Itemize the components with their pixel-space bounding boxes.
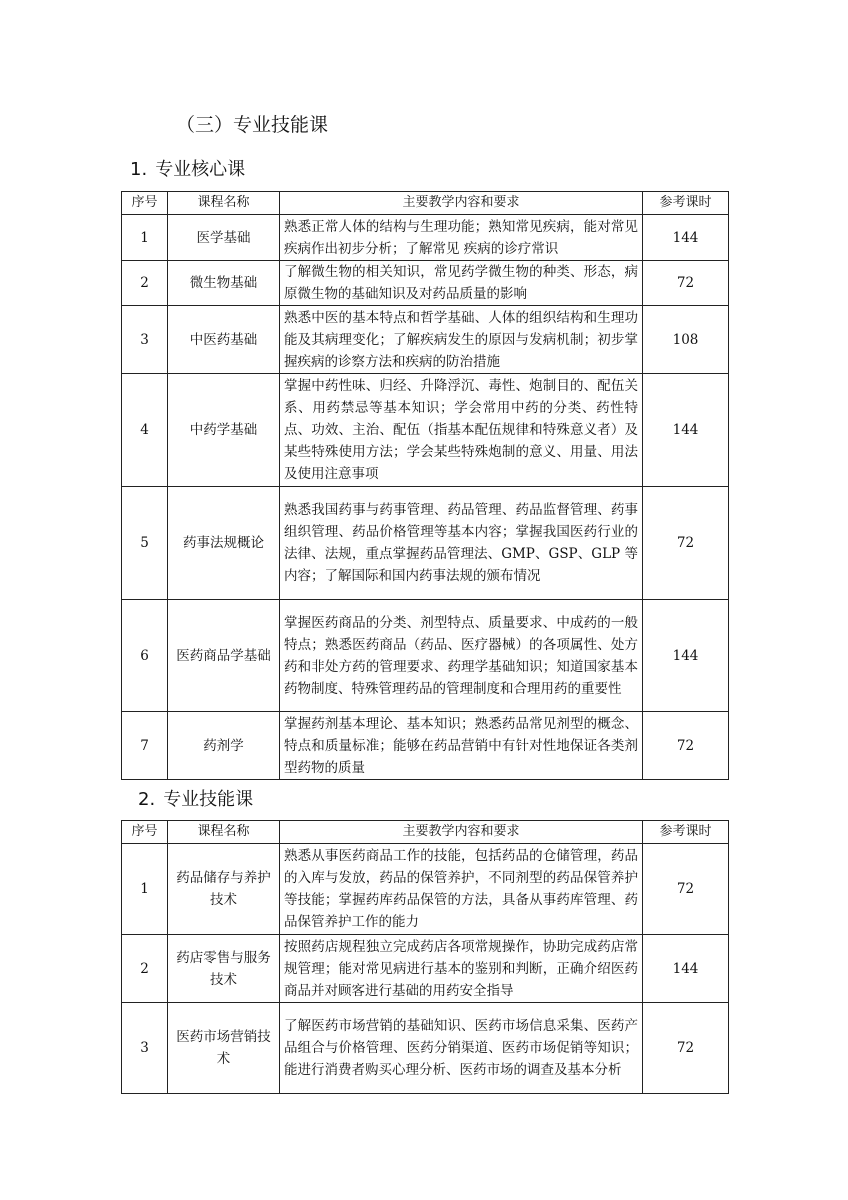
header-content: 主要教学内容和要求 <box>280 821 643 844</box>
course-content: 了解微生物的相关知识，常见药学微生物的种类、形态，病原微生物的基础知识及对药品质量的影响 <box>280 261 643 306</box>
course-no: 1 <box>122 215 168 261</box>
course-no: 7 <box>122 712 168 780</box>
course-hours: 72 <box>643 712 729 780</box>
course-name: 药剂学 <box>168 712 280 780</box>
course-name: 药事法规概论 <box>168 487 280 600</box>
skill-courses-number: 2. <box>138 789 156 810</box>
course-content: 按照药店规程独立完成药店各项常规操作，协助完成药店常规管理；能对常见病进行基本的鉴别和判断，正确介绍医药商品并对顾客进行基础的用药安全指导 <box>280 935 643 1003</box>
course-content: 熟悉从事医药商品工作的技能，包括药品的仓储管理，药品的入库与发放，药品的保管养护，不同剂型的药品保管养护等技能；掌握药库药品保管的方法，具备从事药库管理、药品保管养护工作的能力 <box>280 844 643 935</box>
header-hours: 参考课时 <box>643 821 729 844</box>
header-content: 主要教学内容和要求 <box>280 192 643 215</box>
course-name: 医学基础 <box>168 215 280 261</box>
table-header-row <box>122 192 729 215</box>
header-no: 序号 <box>122 192 168 215</box>
course-content: 了解医药市场营销的基础知识、医药市场信息采集、医药产品组合与价格管理、医药分销渠道、医药市场促销等知识；能进行消费者购买心理分析、医药市场的调查及基本分析 <box>280 1003 643 1094</box>
course-no: 3 <box>122 1003 168 1094</box>
course-name: 中药学基础 <box>168 374 280 487</box>
core-courses-heading <box>130 158 245 182</box>
course-name: 药店零售与服务技术 <box>168 935 280 1003</box>
course-no: 2 <box>122 935 168 1003</box>
course-content: 熟悉我国药事与药事管理、药品管理、药品监督管理、药事组织管理、药品价格管理等基本内容；掌握我国医药行业的法律、法规，重点掌握药品管理法、GMP、GSP、GLP 等内容；了解国际和国内药事法规的颁布情况 <box>280 487 643 600</box>
course-hours: 108 <box>643 306 729 374</box>
course-no: 5 <box>122 487 168 600</box>
table-row <box>122 306 729 374</box>
table-header-row <box>122 821 729 844</box>
course-name: 医药商品学基础 <box>168 600 280 712</box>
table-row <box>122 487 729 600</box>
course-content: 熟悉中医的基本特点和哲学基础、人体的组织结构和生理功能及其病理变化；了解疾病发生的原因与发病机制；初步掌握疾病的诊察方法和疾病的防治措施 <box>280 306 643 374</box>
skill-courses-table <box>121 820 729 1094</box>
section-title: （三）专业技能课 <box>176 114 329 136</box>
core-courses-number: 1. <box>130 159 148 180</box>
table-row <box>122 1003 729 1094</box>
course-hours: 72 <box>643 261 729 306</box>
table-row <box>122 374 729 487</box>
course-hours: 72 <box>643 844 729 935</box>
header-no: 序号 <box>122 821 168 844</box>
table-row <box>122 935 729 1003</box>
core-courses-table <box>121 191 729 780</box>
course-no: 4 <box>122 374 168 487</box>
course-hours: 72 <box>643 1003 729 1094</box>
course-no: 2 <box>122 261 168 306</box>
course-hours: 144 <box>643 374 729 487</box>
header-name: 课程名称 <box>168 821 280 844</box>
course-content: 掌握药剂基本理论、基本知识；熟悉药品常见剂型的概念、特点和质量标准；能够在药品营销中有针对性地保证各类剂型药物的质量 <box>280 712 643 780</box>
course-hours: 144 <box>643 600 729 712</box>
course-name: 微生物基础 <box>168 261 280 306</box>
course-name: 药品储存与养护技术 <box>168 844 280 935</box>
course-content: 掌握医药商品的分类、剂型特点、质量要求、中成药的一般特点；熟悉医药商品（药品、医疗器械）的各项属性、处方药和非处方药的管理要求、药理学基础知识；知道国家基本药物制度、特殊管理药品的管理制度和合理用药的重要性 <box>280 600 643 712</box>
course-hours: 72 <box>643 487 729 600</box>
skill-courses-heading <box>138 788 253 812</box>
table-row <box>122 261 729 306</box>
table-row <box>122 844 729 935</box>
course-hours: 144 <box>643 215 729 261</box>
course-no: 1 <box>122 844 168 935</box>
header-hours: 参考课时 <box>643 192 729 215</box>
table-row <box>122 215 729 261</box>
course-content: 熟悉正常人体的结构与生理功能；熟知常见疾病，能对常见疾病作出初步分析；了解常见 疾病的诊疗常识 <box>280 215 643 261</box>
course-content: 掌握中药性味、归经、升降浮沉、毒性、炮制目的、配伍关系、用药禁忌等基本知识；学会常用中药的分类、药性特点、功效、主治、配伍（指基本配伍规律和特殊意义者）及某些特殊使用方法；学会某些特殊炮制的意义、用量、用法及使用注意事项 <box>280 374 643 487</box>
course-no: 3 <box>122 306 168 374</box>
table-row <box>122 712 729 780</box>
skill-courses-title: 专业技能课 <box>163 789 254 810</box>
table-row <box>122 600 729 712</box>
core-courses-title: 专业核心课 <box>155 159 246 180</box>
header-name: 课程名称 <box>168 192 280 215</box>
course-name: 医药市场营销技术 <box>168 1003 280 1094</box>
course-hours: 144 <box>643 935 729 1003</box>
course-no: 6 <box>122 600 168 712</box>
course-name: 中医药基础 <box>168 306 280 374</box>
